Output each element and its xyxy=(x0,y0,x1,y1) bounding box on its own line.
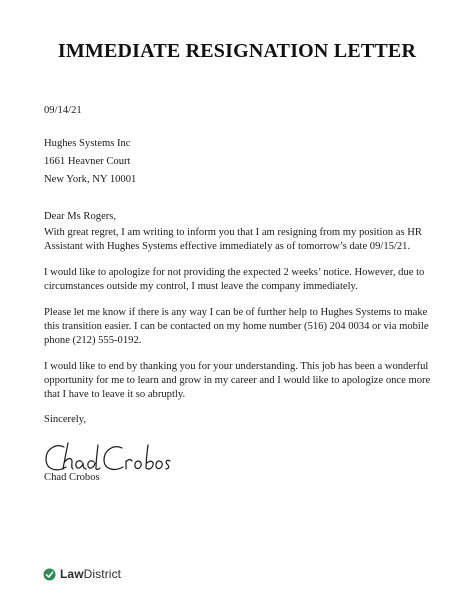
recipient-company: Hughes Systems Inc xyxy=(44,138,131,149)
brand-name xyxy=(60,567,121,581)
paragraph-3: Please let me know if there is any way I can be of further help to Hughes Systems to make this transition easier. I can be contacted on my home number (516) 204 0034 or via mobile phone (212) 555-0192. xyxy=(44,307,429,346)
recipient-city-state-zip: New York, NY 10001 xyxy=(44,174,137,185)
paragraph-1: With great regret, I am writing to inform you that I am resigning from my position as HR Assistant with Hughes Systems effective immediately as of tomorrow’s date 09/15/21. xyxy=(44,227,422,252)
brand-name-part2: District xyxy=(83,567,122,581)
letter-date: 09/14/21 xyxy=(44,105,82,116)
signer-name: Chad Crobos xyxy=(44,472,100,483)
recipient-street: 1661 Heavner Court xyxy=(44,156,131,167)
lawdistrict-logo xyxy=(43,566,121,582)
paragraph-4: I would like to end by thanking you for your understanding. This job has been a wonderful opportunity for me to learn and grow in my career and I would like to apologize once more that I have to leave it so abruptly. xyxy=(44,361,431,400)
salutation: Dear Ms Rogers, xyxy=(44,211,117,222)
paragraph-2: I would like to apologize for not providing the expected 2 weeks’ notice. However, due to circumstances outside my control, I must leave the company immediately. xyxy=(44,267,425,292)
letter-title: IMMEDIATE RESIGNATION LETTER xyxy=(57,40,417,62)
lawdistrict-logo-icon xyxy=(43,568,56,581)
brand-name-part1: Law xyxy=(60,567,84,581)
closing: Sincerely, xyxy=(44,414,86,425)
